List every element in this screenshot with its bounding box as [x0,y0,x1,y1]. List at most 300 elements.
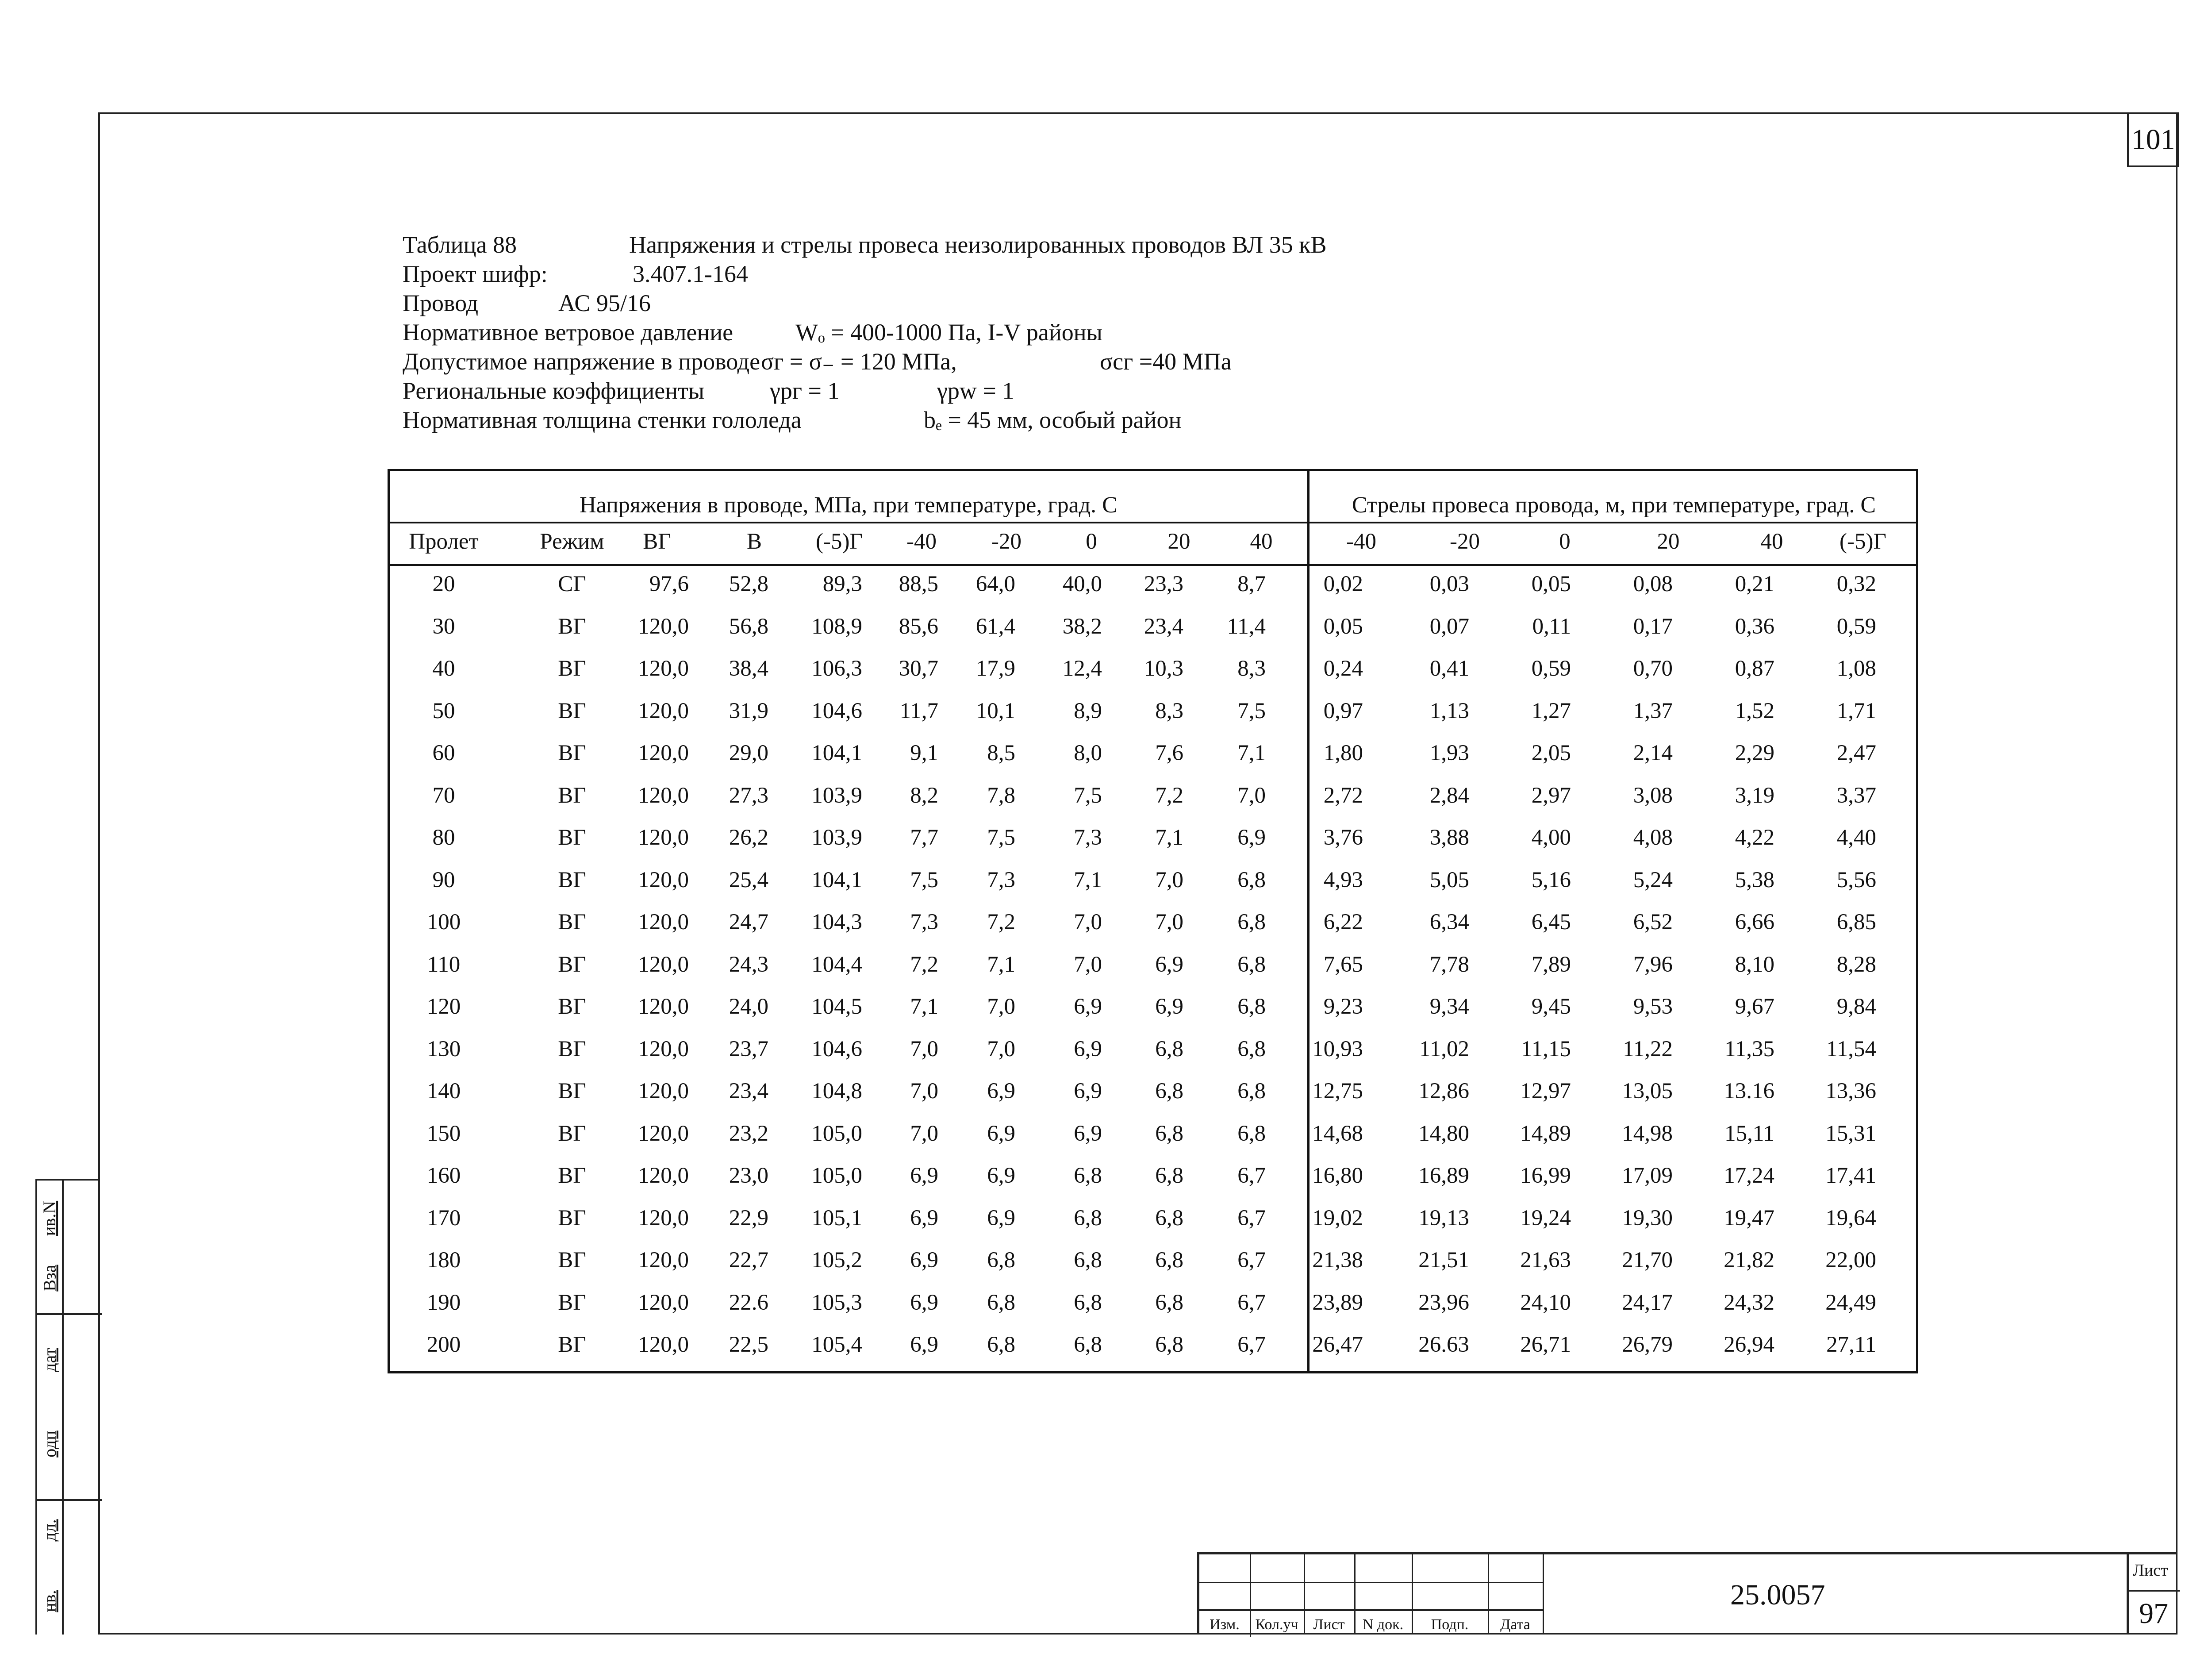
table-cell: 7,0 [910,1121,938,1146]
table-cell: 40 [432,656,455,681]
table-cell: 7,6 [1155,741,1183,765]
table-cell: 2,84 [1429,783,1469,808]
table-cell: 0,03 [1429,572,1469,596]
table-cell: 16,80 [1312,1163,1363,1188]
table-cell: 23,89 [1312,1290,1363,1315]
table-cell: 24,10 [1520,1290,1571,1315]
table-cell: 0,05 [1323,614,1363,639]
table-cell: 105,3 [811,1290,862,1315]
table-cell: 108,9 [811,614,862,639]
table-cell: 120,0 [638,825,689,850]
tb-label-list: Лист [1313,1616,1345,1633]
table-cell: 6,8 [1155,1163,1183,1188]
table-cell: 104,8 [811,1079,862,1104]
table-cell: 160 [426,1163,461,1188]
table-cell: 1,08 [1836,656,1876,681]
table-cell: 6,8 [1074,1290,1102,1315]
group-header-tension: Напряжения в проводе, МПа, при температуре, град. С [580,492,1118,518]
table-cell: 0,41 [1429,656,1469,681]
table-cell: 104,4 [811,952,862,977]
table-cell: 104,1 [811,741,862,765]
table-cell: 6,7 [1237,1248,1266,1273]
sheet-label: Лист [2133,1561,2168,1580]
table-cell: 22,5 [729,1332,768,1357]
table-cell: 25,4 [729,867,768,892]
table-cell: 2,29 [1735,741,1774,765]
table-cell: 97,6 [649,572,689,596]
table-cell: 5,16 [1531,867,1571,892]
strip-label-inv: ив.N [39,1200,60,1236]
table-cell: 120 [426,994,461,1019]
table-cell: 23,0 [729,1163,768,1188]
table-cell: 0,87 [1735,656,1774,681]
table-cell: 19,64 [1825,1205,1876,1231]
table-cell: 2,72 [1323,783,1363,808]
gamma-pg: γрг = 1 [770,377,840,404]
table-cell: 6,8 [1237,1121,1266,1146]
table-cell: 7,89 [1531,952,1571,977]
table-cell: 15,11 [1724,1121,1774,1146]
table-cell: 11,15 [1521,1036,1571,1061]
table-cell: 180 [426,1248,461,1273]
table-cell: ВГ [558,1079,586,1104]
table-cell: 23,3 [1144,572,1183,596]
table-cell: 7,0 [987,994,1015,1019]
table-cell: 105,2 [811,1248,862,1273]
table-cell: 9,34 [1429,994,1469,1019]
table-cell: 22,9 [729,1205,768,1231]
table-cell: СГ [558,572,586,596]
table-cell: 15,31 [1825,1121,1876,1146]
table-cell: 0,08 [1633,572,1673,596]
table-cell: 1,13 [1429,698,1469,723]
table-cell: 56,8 [729,614,768,639]
table-cell: 7,1 [987,952,1015,977]
table-cell: 29,0 [729,741,768,765]
table-cell: 10,3 [1144,656,1183,681]
table-cell: 23,96 [1418,1290,1469,1315]
table-cell: 14,89 [1520,1121,1571,1146]
table-cell: 120,0 [638,952,689,977]
table-cell: 10,1 [975,698,1015,723]
table-cell: ВГ [558,741,586,765]
table-cell: 0,59 [1836,614,1876,639]
table-cell: 20 [432,572,455,596]
table-cell: 120,0 [638,1205,689,1231]
table-cell: 17,41 [1825,1163,1876,1188]
table-cell: 190 [426,1290,461,1315]
table-cell: 85,6 [899,614,938,639]
wind-label: Нормативное ветровое давление [403,319,733,346]
column-header: -20 [991,529,1022,554]
table-cell: 6,9 [910,1205,938,1231]
table-cell: 4,00 [1531,825,1571,850]
table-cell: 7,2 [987,910,1015,935]
table-cell: 6,8 [1237,1079,1266,1104]
column-header: 0 [1559,529,1571,554]
table-cell: 5,05 [1429,867,1469,892]
table-cell: 8,3 [1155,698,1183,723]
column-header: 40 [1250,529,1273,554]
table-cell: 9,23 [1323,994,1363,1019]
table-cell: 6,8 [987,1332,1015,1357]
stress-label: Допустимое напряжение в проводе [403,348,760,375]
table-cell: 6,52 [1633,910,1673,935]
table-cell: 6,8 [1155,1205,1183,1231]
document-code: 25.0057 [1730,1579,1825,1611]
table-cell: 1,52 [1735,698,1774,723]
sag-tension-table [388,469,1918,1373]
table-cell: 8,2 [910,783,938,808]
table-cell: 103,9 [811,783,862,808]
table-cell: 1,93 [1429,741,1469,765]
table-cell: 3,19 [1735,783,1774,808]
table-cell: 11,22 [1623,1036,1673,1061]
table-cell: ВГ [558,614,586,639]
table-cell: 23,7 [729,1036,768,1061]
table-cell: 7,1 [1155,825,1183,850]
table-cell: 3,37 [1836,783,1876,808]
table-cell: ВГ [558,656,586,681]
table-cell: 120,0 [638,783,689,808]
table-cell: 11,54 [1826,1036,1876,1061]
table-cell: 0,07 [1429,614,1469,639]
table-cell: 11,7 [899,698,938,723]
title-block [1197,1552,2177,1635]
table-cell: 23,4 [729,1079,768,1104]
table-cell: 8,9 [1074,698,1102,723]
table-cell: 19,24 [1520,1205,1571,1231]
strip-label-inv2: нв. [39,1589,60,1612]
table-cell: 1,71 [1836,698,1876,723]
table-cell: 21,82 [1724,1248,1774,1273]
table-cell: 13,36 [1825,1079,1876,1104]
table-cell: 6,9 [1074,994,1102,1019]
table-cell: 7,1 [1237,741,1266,765]
tb-label-podp: Подп. [1431,1616,1469,1633]
table-cell: 6,9 [987,1205,1015,1231]
table-cell: 38,2 [1062,614,1102,639]
table-cell: 13.16 [1724,1079,1774,1104]
table-cell: 6,8 [1237,952,1266,977]
table-cell: 120,0 [638,656,689,681]
tb-label-izm: Изм. [1210,1616,1240,1633]
table-cell: 22,7 [729,1248,768,1273]
table-cell: 7,5 [910,867,938,892]
table-cell: 90 [432,867,455,892]
table-cell: 0,21 [1735,572,1774,596]
table-cell: 6,9 [1155,952,1183,977]
table-cell: 16,99 [1520,1163,1571,1188]
column-header: (-5)Г [816,529,863,554]
table-cell: 103,9 [811,825,862,850]
regional-label: Региональные коэффициенты [403,377,705,404]
table-cell: 24,49 [1825,1290,1876,1315]
table-cell: 0,17 [1633,614,1673,639]
table-cell: 6,7 [1237,1205,1266,1231]
table-cell: 110 [427,952,461,977]
table-cell: 0,24 [1323,656,1363,681]
table-cell: 6,45 [1531,910,1571,935]
table-cell: 6,8 [1237,910,1266,935]
table-cell: 100 [426,910,461,935]
table-cell: 6,7 [1237,1332,1266,1357]
table-cell: 8,3 [1237,656,1266,681]
table-cell: ВГ [558,825,586,850]
table-cell: 6,8 [1237,867,1266,892]
table-cell: 27,3 [729,783,768,808]
ice-value: bₑ = 45 мм, особый район [924,407,1182,433]
column-header: 20 [1167,529,1190,554]
table-cell: 9,53 [1633,994,1673,1019]
table-cell: 130 [426,1036,461,1061]
table-cell: 6,9 [910,1163,938,1188]
table-cell: 1,37 [1633,698,1673,723]
table-cell: 88,5 [899,572,938,596]
table-cell: 4,40 [1836,825,1876,850]
table-cell: 61,4 [975,614,1015,639]
table-cell: 6,8 [1155,1290,1183,1315]
table-cell: 7,0 [910,1036,938,1061]
table-cell: 21,63 [1520,1248,1571,1273]
table-cell: 7,0 [1155,910,1183,935]
table-cell: 0,02 [1323,572,1363,596]
table-cell: 31,9 [729,698,768,723]
table-cell: 120,0 [638,1036,689,1061]
column-header: В [746,529,762,554]
column-header: Режим [540,529,604,554]
table-cell: 2,05 [1531,741,1571,765]
stress-value: σг = σ₋ = 120 МПа, [761,348,957,375]
group-header-sag: Стрелы провеса провода, м, при температуре, град. С [1352,492,1876,518]
table-cell: 7,7 [910,825,938,850]
table-cell: 24,0 [729,994,768,1019]
table-cell: 7,78 [1429,952,1469,977]
column-header: Пролет [409,529,479,554]
table-cell: 50 [432,698,455,723]
table-cell: 6,9 [910,1248,938,1273]
table-cell: 6,9 [1074,1079,1102,1104]
table-cell: 24,32 [1724,1290,1774,1315]
table-cell: 22,00 [1825,1248,1876,1273]
table-cell: 104,3 [811,910,862,935]
table-cell: 6,8 [1237,994,1266,1019]
table-cell: 150 [426,1121,461,1146]
table-cell: 23,4 [1144,614,1183,639]
table-cell: 24,17 [1622,1290,1673,1315]
table-cell: 11,02 [1419,1036,1469,1061]
project-code: 3.407.1-164 [633,261,748,287]
table-cell: 3,08 [1633,783,1673,808]
table-cell: 120,0 [638,867,689,892]
table-cell: 12,75 [1312,1079,1363,1104]
table-cell: 7,1 [910,994,938,1019]
table-cell: 7,3 [1074,825,1102,850]
table-cell: 9,67 [1735,994,1774,1019]
table-cell: 21,70 [1622,1248,1673,1273]
table-cell: ВГ [558,1248,586,1273]
table-cell: 30 [432,614,455,639]
project-label: Проект шифр: [403,261,548,287]
table-cell: 1,27 [1531,698,1571,723]
table-cell: 19,02 [1312,1205,1363,1231]
table-cell: 140 [426,1079,461,1104]
table-cell: 9,84 [1836,994,1876,1019]
sheet-number: 97 [2139,1597,2168,1630]
table-cell: ВГ [558,952,586,977]
table-cell: 120,0 [638,994,689,1019]
table-cell: 9,45 [1531,994,1571,1019]
table-cell: 13,05 [1622,1079,1673,1104]
table-cell: 120,0 [638,1332,689,1357]
table-cell: 26.63 [1418,1332,1469,1357]
page-number: 101 [2127,112,2179,167]
table-cell: 200 [426,1332,461,1357]
table-cell: ВГ [558,1121,586,1146]
table-cell: 38,4 [729,656,768,681]
strip-label-date: дат [39,1347,60,1372]
column-header: -40 [1346,529,1376,554]
table-cell: 19,47 [1724,1205,1774,1231]
table-cell: 24,3 [729,952,768,977]
column-header: (-5)Г [1839,529,1886,554]
stress-avg: σсг =40 МПа [1100,348,1232,375]
table-title: Напряжения и стрелы провеса неизолированных проводов ВЛ 35 кВ [629,231,1327,258]
table-cell: 19,30 [1622,1205,1673,1231]
table-cell: 7,8 [987,783,1015,808]
table-cell: 60 [432,741,455,765]
table-cell: 17,24 [1724,1163,1774,1188]
table-cell: 6,7 [1237,1163,1266,1188]
table-cell: 7,1 [1074,867,1102,892]
table-cell: 70 [432,783,455,808]
table-cell: 7,5 [987,825,1015,850]
table-cell: 6,8 [1155,1036,1183,1061]
column-header: ВГ [643,529,671,554]
table-cell: 6,85 [1836,910,1876,935]
table-cell: 120,0 [638,741,689,765]
table-cell: 120,0 [638,1079,689,1104]
table-cell: 89,3 [822,572,862,596]
strip-label-vzam: Вза [39,1264,60,1292]
table-cell: 26,94 [1724,1332,1774,1357]
table-cell: 24,7 [729,910,768,935]
table-cell: 6,22 [1323,910,1363,935]
table-cell: 2,47 [1836,741,1876,765]
table-cell: 40,0 [1062,572,1102,596]
wire-label: Провод [403,290,479,316]
table-cell: 0,59 [1531,656,1571,681]
table-cell: 22.6 [729,1290,768,1315]
table-cell: 26,71 [1520,1332,1571,1357]
table-cell: 14,80 [1418,1121,1469,1146]
table-cell: 105,0 [811,1163,862,1188]
table-cell: 7,0 [1237,783,1266,808]
table-cell: 8,0 [1074,741,1102,765]
table-cell: 6,9 [987,1121,1015,1146]
table-cell: 7,5 [1237,698,1266,723]
table-cell: 7,0 [987,1036,1015,1061]
table-cell: 5,56 [1836,867,1876,892]
table-cell: 26,47 [1312,1332,1363,1357]
table-cell: 19,13 [1418,1205,1469,1231]
table-cell: 9,1 [910,741,938,765]
table-cell: 7,0 [910,1079,938,1104]
table-cell: 12,4 [1062,656,1102,681]
table-cell: 5,24 [1633,867,1673,892]
table-cell: 52,8 [729,572,768,596]
table-cell: ВГ [558,1290,586,1315]
table-cell: 4,08 [1633,825,1673,850]
table-cell: 6,9 [1074,1121,1102,1146]
table-cell: 21,38 [1312,1248,1363,1273]
table-cell: 0,36 [1735,614,1774,639]
tb-label-kolych: Кол.уч [1255,1616,1298,1633]
table-cell: 17,9 [975,656,1015,681]
table-cell: 16,89 [1418,1163,1469,1188]
column-header: -20 [1450,529,1480,554]
table-cell: 106,3 [811,656,862,681]
table-cell: 12,86 [1418,1079,1469,1104]
table-cell: 6,9 [1074,1036,1102,1061]
table-cell: 11,35 [1724,1036,1774,1061]
table-cell: 120,0 [638,1248,689,1273]
table-cell: 7,0 [1155,867,1183,892]
table-cell: 21,51 [1418,1248,1469,1273]
table-cell: 6,8 [1155,1079,1183,1104]
table-cell: 0,05 [1531,572,1571,596]
table-cell: 6,9 [910,1332,938,1357]
wind-value: Wₒ = 400-1000 Па, I-V районы [795,319,1102,346]
table-label: Таблица 88 [403,231,517,258]
table-cell: 6,34 [1429,910,1469,935]
ice-label: Нормативная толщина стенки гололеда [403,407,802,433]
table-cell: 14,68 [1312,1121,1363,1146]
table-cell: ВГ [558,1036,586,1061]
table-cell: 17,09 [1622,1163,1673,1188]
wire-value: АС 95/16 [558,290,651,316]
table-cell: 6,8 [1074,1205,1102,1231]
table-cell: 8,7 [1237,572,1266,596]
table-cell: 105,0 [811,1121,862,1146]
table-cell: 5,38 [1735,867,1774,892]
table-cell: 7,0 [1074,910,1102,935]
table-cell: 30,7 [899,656,938,681]
table-cell: 120,0 [638,1121,689,1146]
gamma-pw: γрw = 1 [937,377,1014,404]
table-cell: 12,97 [1520,1079,1571,1104]
table-cell: 8,28 [1836,952,1876,977]
table-cell: 26,79 [1622,1332,1673,1357]
table-cell: 105,1 [811,1205,862,1231]
table-cell: 4,93 [1323,867,1363,892]
table-cell: 6,9 [1237,825,1266,850]
table-cell: 11,4 [1227,614,1266,639]
table-cell: 14,98 [1622,1121,1673,1146]
tb-label-ndok: N док. [1362,1616,1404,1633]
tb-label-data: Дата [1500,1616,1530,1633]
table-cell: 120,0 [638,1163,689,1188]
table-cell: ВГ [558,867,586,892]
table-cell: 7,96 [1633,952,1673,977]
table-cell: 0,97 [1323,698,1363,723]
table-cell: ВГ [558,1332,586,1357]
table-cell: 6,8 [1155,1332,1183,1357]
table-cell: 6,9 [987,1079,1015,1104]
column-header: 0 [1086,529,1097,554]
table-cell: 6,66 [1735,910,1774,935]
table-cell: ВГ [558,1163,586,1188]
